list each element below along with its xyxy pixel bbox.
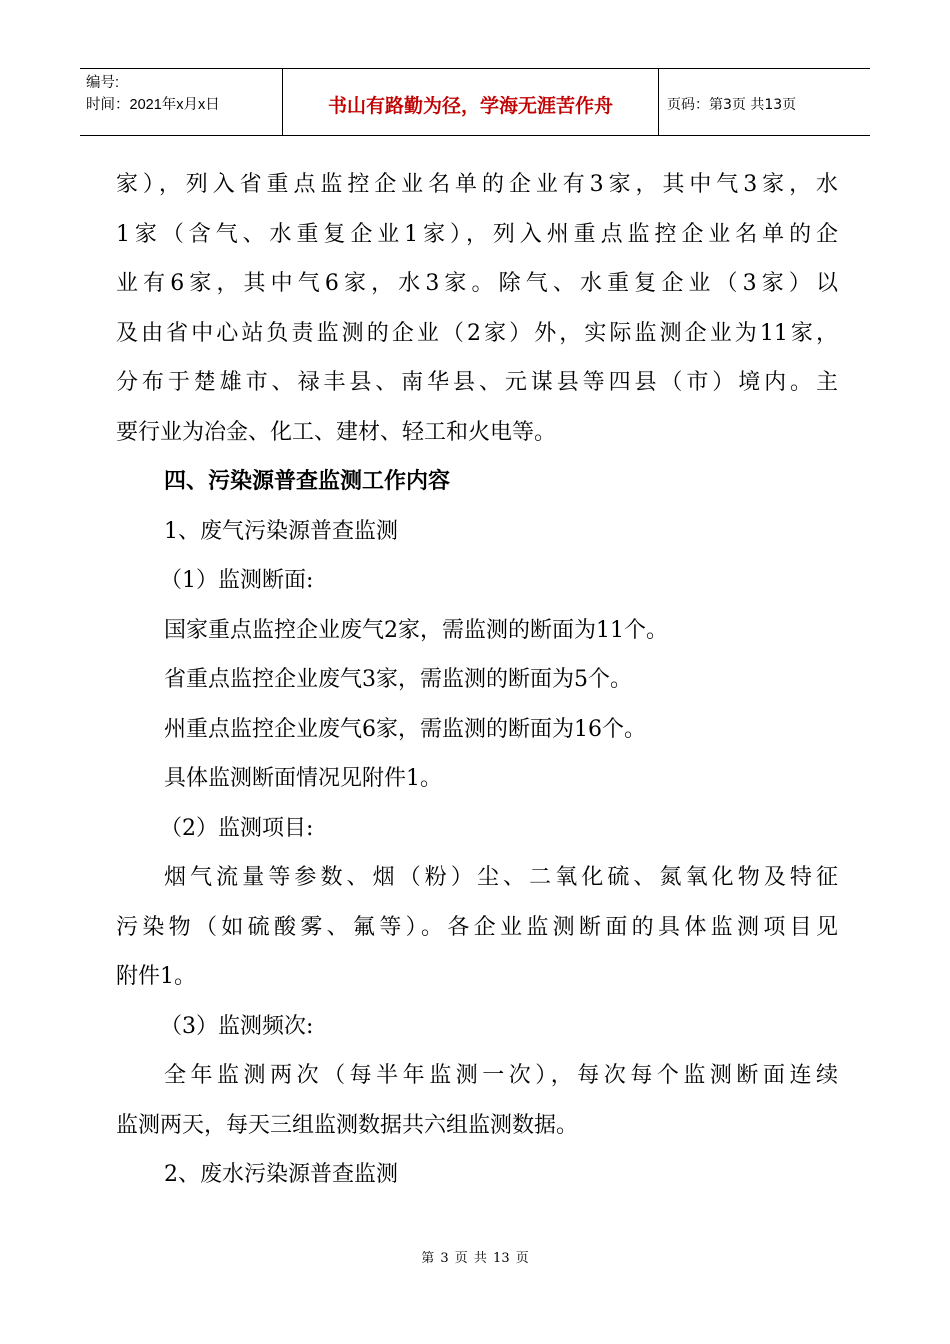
body-line: 业有6家，其中气6家，水3家。除气、水重复企业（3家）以 bbox=[116, 271, 838, 296]
subsection-heading: 1、废气污染源普查监测 bbox=[164, 518, 398, 544]
subsection-heading: 2、废水污染源普查监测 bbox=[164, 1162, 398, 1187]
header-page-code: 页码：第3页 共13页 bbox=[667, 97, 797, 113]
section-heading: 四、污染源普查监测工作内容 bbox=[164, 469, 451, 494]
body-line: 污染物（如硫酸雾、氟等）。各企业监测断面的具体监测项目见 bbox=[116, 914, 838, 940]
body-line: 烟气流量等参数、烟（粉）尘、二氧化硫、氮氧化物及特征 bbox=[164, 865, 838, 890]
header-motto: 书山有路勤为径，学海无涯苦作舟 bbox=[283, 69, 659, 135]
item-heading: （1）监测断面: bbox=[160, 568, 314, 593]
body-line: 全年监测两次（每半年监测一次），每次每个监测断面连续 bbox=[164, 1063, 838, 1088]
body-line: 国家重点监控企业废气2家，需监测的断面为11个。 bbox=[164, 617, 668, 643]
body-line: 具体监测断面情况见附件1。 bbox=[164, 766, 442, 791]
body-line: 家），列入省重点监控企业名单的企业有3家，其中气3家，水 bbox=[116, 172, 838, 197]
header-table bbox=[80, 68, 870, 136]
item-heading: （2）监测项目: bbox=[160, 815, 314, 841]
header-meta bbox=[80, 69, 283, 135]
body-line: 省重点监控企业废气3家，需监测的断面为5个。 bbox=[164, 667, 632, 692]
body-line: 要行业为冶金、化工、建材、轻工和火电等。 bbox=[116, 419, 557, 445]
body-line: 1家（含气、水重复企业1家），列入州重点监控企业名单的企 bbox=[116, 221, 838, 247]
page-footer: 第 3 页 共 13 页 bbox=[421, 1251, 529, 1266]
body-line: 州重点监控企业废气6家，需监测的断面为16个。 bbox=[164, 716, 646, 742]
document-date: 时间：2021年x月x日 bbox=[86, 97, 220, 113]
item-heading: （3）监测频次: bbox=[160, 1013, 314, 1039]
body-line: 分布于楚雄市、禄丰县、南华县、元谋县等四县（市）境内。主 bbox=[116, 370, 838, 395]
document-number-label: 编号: bbox=[86, 75, 120, 91]
body-line: 监测两天，每天三组监测数据共六组监测数据。 bbox=[116, 1112, 579, 1138]
body-line: 及由省中心站负责监测的企业（2家）外，实际监测企业为11家， bbox=[116, 320, 838, 346]
body-line: 附件1。 bbox=[116, 964, 196, 989]
document-body bbox=[116, 160, 838, 1200]
